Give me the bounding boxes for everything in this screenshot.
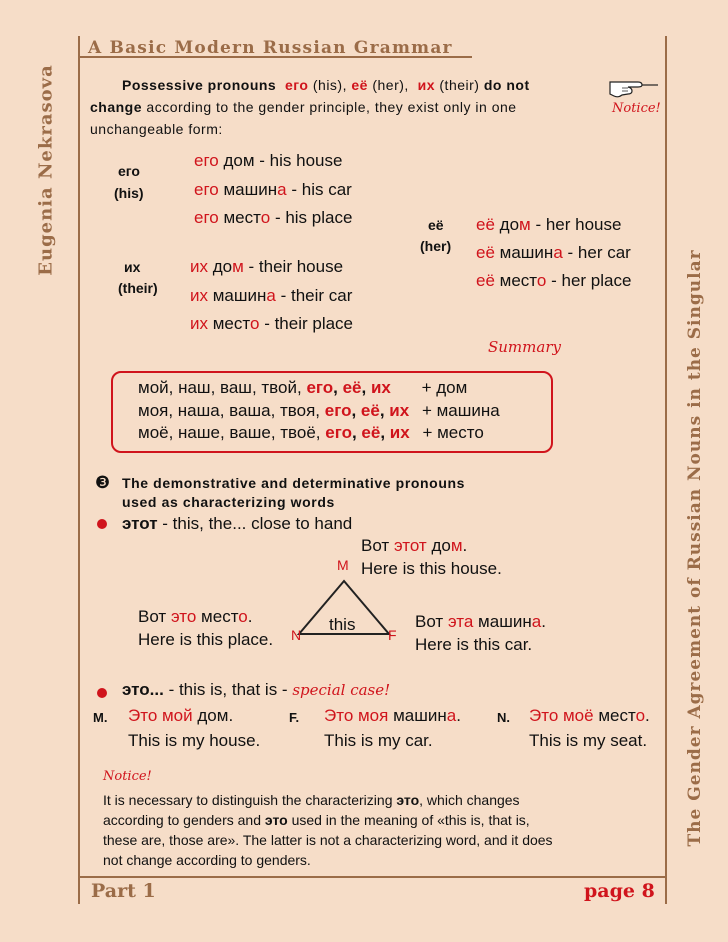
chapter-title: The Gender Agreement of Russian Nouns in the Singular <box>685 249 705 847</box>
notice-label-bottom: Notice! <box>103 769 152 784</box>
notice-line-3: these are, those are». The latter is not a characterizing word, and it does <box>103 832 553 848</box>
summary-row-2: моя, наша, ваша, твоя, его, её, их + машина <box>138 401 500 420</box>
intro-line-2 <box>90 99 517 115</box>
intro-eyo: её <box>351 77 368 93</box>
etot-word: этот <box>122 514 158 533</box>
etot-desc: - this, the... close to hand <box>162 514 353 533</box>
triangle-center-label: this <box>329 615 356 634</box>
triangle-top-ru: Вот этот дом. <box>361 536 468 555</box>
eyo-row-3: её место - her place <box>476 271 632 290</box>
notice-line-1: It is necessary to distinguish the characterizing это, which changes <box>103 792 520 808</box>
pointing-hand-icon <box>608 74 660 100</box>
intro-his: (his), <box>312 77 347 93</box>
ikh-row-3: их место - their place <box>190 314 354 333</box>
ego-row-1: его дом - his house <box>194 151 343 170</box>
notice-label-top: Notice! <box>612 101 661 116</box>
triangle-right-en: Here is this car. <box>415 635 533 654</box>
example-m-en: This is my house. <box>128 731 261 750</box>
section-3-line-1: The demonstrative and determinative pronouns <box>122 475 466 491</box>
bullet-dot-icon-2 <box>97 688 107 698</box>
left-frame-line <box>78 36 80 904</box>
intro-line2-rest: according to the gender principle, they exist only in one <box>146 99 517 115</box>
intro-do-not: do not <box>483 77 530 93</box>
eto-special: special case! <box>292 681 391 699</box>
triangle-left-ru: Вот это место. <box>138 607 253 626</box>
footer-part: Part 1 <box>91 880 156 902</box>
eto-word: это... <box>122 680 164 699</box>
ikh-row-1: их дом - their house <box>190 257 344 276</box>
notice-line-4: not change according to genders. <box>103 852 311 868</box>
example-f-ru: Это моя машина. <box>324 706 461 725</box>
bullet-dot-icon <box>97 519 107 529</box>
example-n-en: This is my seat. <box>529 731 648 750</box>
example-m-gender: M. <box>93 710 108 725</box>
example-n-ru: Это моё место. <box>529 706 650 725</box>
intro-their: (their) <box>439 77 480 93</box>
intro-ikh: их <box>417 77 435 93</box>
ikh-label: их <box>124 259 141 275</box>
ego-label: его <box>118 163 140 179</box>
eyo-label-translation: (her) <box>420 238 452 254</box>
right-frame-line <box>665 36 667 904</box>
eto-desc: - this is, that is - <box>168 680 288 699</box>
triangle-n-label: N <box>291 627 302 643</box>
ego-row-2: его машина - his car <box>194 180 352 199</box>
eto-line <box>122 680 390 700</box>
example-n-gender: N. <box>497 710 510 725</box>
author-name: Eugenia Nekrasova <box>35 64 57 276</box>
example-f-en: This is my car. <box>324 731 433 750</box>
eyo-row-2: её машина - her car <box>476 243 631 262</box>
triangle-f-label: F <box>388 627 397 643</box>
summary-row-3: моё, наше, ваше, твоё, его, её, их + место <box>138 423 484 442</box>
section-3-line-2: used as characterizing words <box>122 494 335 510</box>
triangle-m-label: M <box>337 557 349 573</box>
intro-change: change <box>90 99 143 115</box>
ikh-row-2: их машина - their car <box>190 286 353 305</box>
ego-row-3: его место - his place <box>194 208 353 227</box>
eyo-row-1: её дом - her house <box>476 215 622 234</box>
summary-row-1: мой, наш, ваш, твой, его, её, их + дом <box>138 378 468 397</box>
intro-ego: его <box>285 77 309 93</box>
intro-line-3: unchangeable form: <box>90 121 223 137</box>
book-title: A Basic Modern Russian Grammar <box>88 38 453 58</box>
triangle-right-ru: Вот эта машина. <box>415 612 546 631</box>
summary-title: Summary <box>488 338 561 356</box>
ego-label-translation: (his) <box>114 185 144 201</box>
section-3-number: ❸ <box>95 473 111 492</box>
intro-line-1 <box>122 77 530 93</box>
intro-her: (her), <box>372 77 409 93</box>
triangle-left-en: Here is this place. <box>138 630 274 649</box>
footer-page-number: page 8 <box>584 880 655 902</box>
example-m-ru: Это мой дом. <box>128 706 234 725</box>
intro-lead: Possessive pronouns <box>122 77 277 93</box>
etot-line <box>122 514 352 534</box>
eyo-label: её <box>428 217 444 233</box>
footer-rule <box>78 876 667 878</box>
notice-line-2: according to genders and это used in the meaning of «this is, that is, <box>103 812 530 828</box>
ikh-label-translation: (their) <box>118 280 158 296</box>
triangle-top-en: Here is this house. <box>361 559 502 578</box>
example-f-gender: F. <box>289 710 300 725</box>
